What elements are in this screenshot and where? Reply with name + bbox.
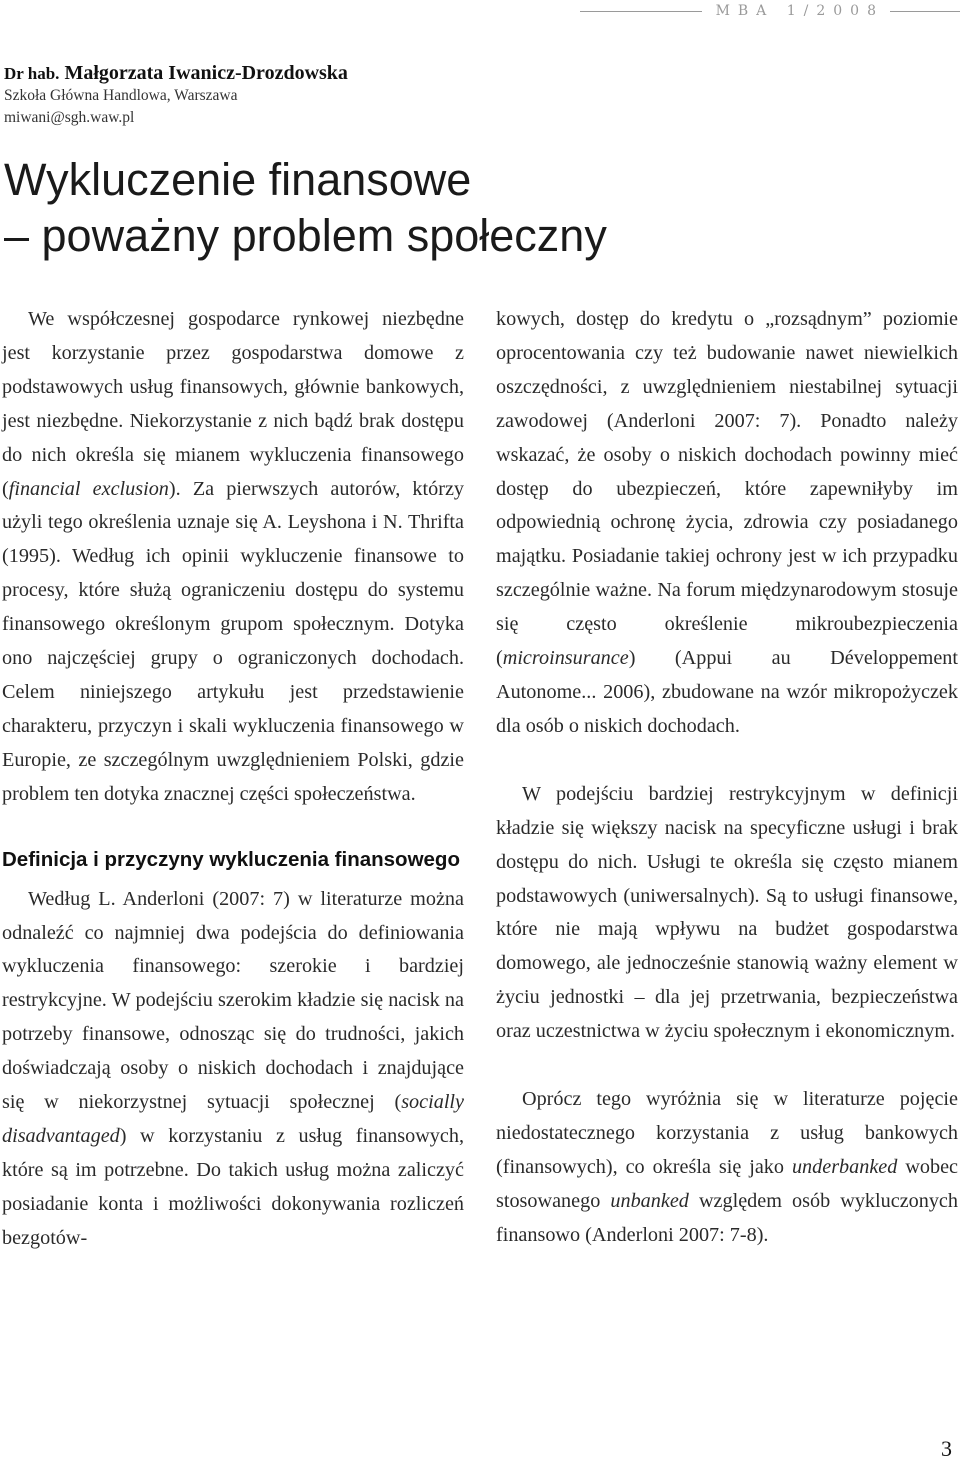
- author-email: miwani@sgh.waw.pl: [4, 109, 135, 126]
- def-term: socially disadvantaged: [2, 1091, 464, 1147]
- page-number: 3: [941, 1436, 952, 1461]
- restrictive-paragraph: W podejściu bardziej restrykcyjnym w definicji kładzie się większy nacisk na specyficzne usługi i brak dostępu do nich. Usługi te określa się często mianem podstawowych (uniwersalnych). Są to usługi finansowe, które nie mają wpływu na budżet gospodarstwa domowego, ale jednocześnie stanowią ważny element w życiu jednostki – dla jej przetrwania, bezpieczeństwa oraz uczestnictwa w życiu społecznym i ekonomicznym.: [496, 782, 958, 1043]
- section-heading: Definicja i przyczyny wykluczenia finansowego: [2, 847, 460, 871]
- author-name-line: [4, 62, 348, 85]
- p3-term-unbanked: unbanked: [610, 1189, 689, 1212]
- author-degree: Dr hab.: [4, 64, 60, 83]
- p3-text-b: wobec stosowanego: [496, 1155, 958, 1212]
- right-column: [496, 303, 958, 1253]
- left-column: [2, 303, 464, 1256]
- journal-title: MBA 1/2008: [715, 3, 884, 19]
- journal-header: [580, 0, 960, 22]
- article-title: [4, 152, 607, 264]
- continuation-paragraph: [496, 303, 958, 744]
- p1-term: microinsurance: [502, 647, 629, 670]
- intro-paragraph: [2, 303, 464, 812]
- p3-text-c: względem osób wykluczonych finansowo (Anderloni 2007: 7-8).: [496, 1189, 958, 1246]
- def-text-b: ) w korzystaniu z usług finansowych, które są im potrzebne. Do takich usług można zaliczyć posiadanie konta i możliwości dokonywania rozliczeń bezgotów-: [2, 1124, 464, 1249]
- article-title-line2: – poważny problem społeczny: [4, 210, 607, 261]
- intro-term: financial exclusion: [8, 477, 169, 500]
- author-affiliation: Szkoła Główna Handlowa, Warszawa: [4, 87, 238, 104]
- author-name: Małgorzata Iwanicz-Drozdowska: [64, 62, 348, 84]
- underbanked-paragraph: [496, 1083, 958, 1253]
- definition-paragraph: [2, 883, 464, 1256]
- author-block: [4, 62, 348, 129]
- intro-text-a: We współczesnej gospodarce rynkowej niezbędne jest korzystanie przez gospodarstwa domowe z podstawowych usług finansowych, głównie bankowych, jest niezbędne. Niekorzystanie z nich bądź brak dostępu do nich określa się mianem wykluczenia finansowego (: [2, 308, 464, 500]
- p3-term-underbanked: underbanked: [791, 1155, 898, 1178]
- p1-text-a: kowych, dostęp do kredytu o „rozsądnym” poziomie oprocentowania czy też budowanie nawet niewielkich oszczędności, z uwzględnieniem niestabilnej sytuacji zawodowej (Anderloni 2007: 7). Ponadto należy wskazać, że osoby o niskich dochodach powinny mieć dostęp do ubezpieczeń, które zapewniłyby im odpowiednią ochronę życia, zdrowia czy posiadanego majątku. Posiadanie takiej ochrony jest w ich przypadku szczególnie ważne. Na forum międzynarodowym stosuje się często określenie mikroubezpieczenia (: [496, 308, 958, 670]
- header-rule-right: [890, 11, 960, 12]
- p1-text-b: ) (Appui au Développement Autonome... 2006), zbudowane na wzór mikropożyczek dla osób o niskich dochodach.: [496, 647, 958, 737]
- article-title-line1: Wykluczenie finansowe: [4, 154, 472, 205]
- intro-text-b: ). Za pierwszych autorów, którzy użyli tego określenia uznaje się A. Leyshona i N. Thrifta (1995). Według ich opinii wykluczenie finansowe to procesy, które służą ograniczeniu dostępu do systemu finansowego określonym grupom społecznym. Dotyka ono najczęściej grupy o ograniczonych dochodach. Celem niniejszego artykułu jest przedstawienie charakteru, przyczyn i skali wykluczenia finansowego w Europie, ze szczególnym uwzględnieniem Polski, gdzie problem ten dotyka znacznej części społeczeństwa.: [2, 477, 464, 805]
- def-text-a: Według L. Anderloni (2007: 7) w literaturze można odnaleźć co najmniej dwa podejścia do definiowania wykluczenia finansowego: szerokie i bardziej restrykcyjne. W podejściu szerokim kładzie się nacisk na potrzeby finansowe, odnosząc się do trudności, jakich doświadczają osoby o niskich dochodach i znajdujące się w niekorzystnej sytuacji społecznej (: [2, 887, 464, 1114]
- header-rule-left: [580, 11, 702, 12]
- p3-text-a: Oprócz tego wyróżnia się w literaturze pojęcie niedostatecznego korzystania z usług bankowych (finansowych), co określa się jako: [496, 1088, 958, 1178]
